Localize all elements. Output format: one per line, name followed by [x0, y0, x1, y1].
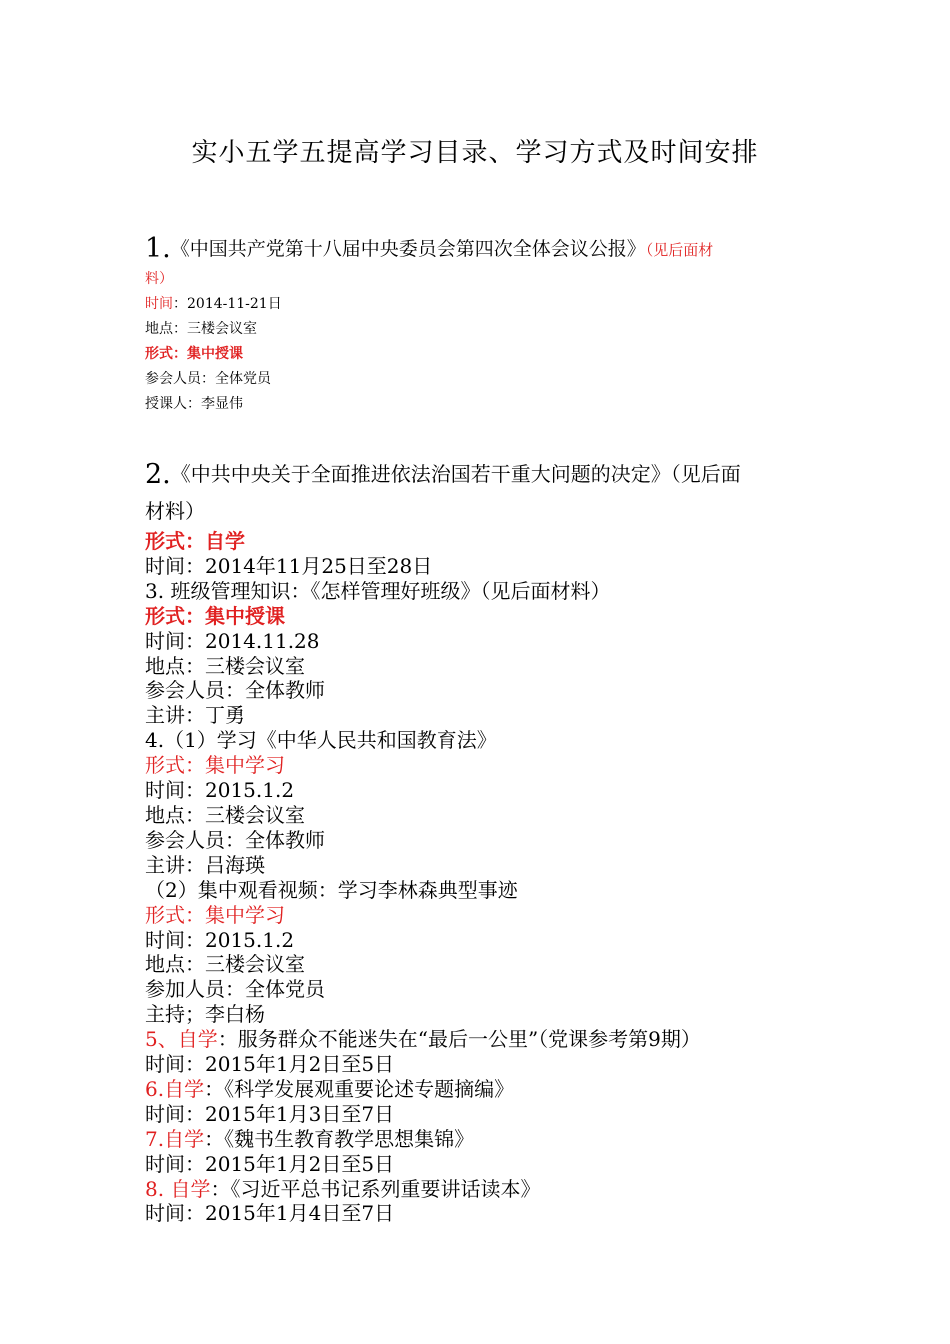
section-4-time: 时间：2015.1.2 [145, 778, 295, 803]
section-8-title: ：《习近平总书记系列重要讲话读本》 [210, 1176, 541, 1201]
section-7-title: ：《魏书生教育教学思想集锦》 [204, 1126, 475, 1151]
section-2-heading-cont: 材料） [145, 499, 205, 523]
section-3-time: 时间：2014.11.28 [145, 628, 320, 653]
page-title: 实小五学五提高学习目录、学习方式及时间安排 [191, 138, 759, 168]
section-1-title: 《中国共产党第十八届中央委员会第四次全体会议公报》 [170, 238, 646, 260]
section-4-form: 形式：集中学习 [145, 753, 285, 778]
section-3-form: 形式：集中授课 [145, 603, 285, 628]
section-2-title: 《中共中央关于全面推进依法治国若干重大问题的决定》（见后面 [170, 462, 741, 486]
section-1-lecturer: 授课人：李显伟 [145, 396, 243, 412]
section-6-heading [145, 1077, 810, 1102]
section-7-label: 自学 [164, 1126, 205, 1151]
section-3-place: 地点：三楼会议室 [145, 653, 305, 678]
section-8-time: 时间：2015年1月4日至7日 [145, 1201, 395, 1226]
section-1-note-cont: 料） [145, 271, 173, 287]
section-6-number: 6. [145, 1076, 165, 1101]
section-5-title: ：服务群众不能迷失在“最后一公里”（党课参考第9期） [217, 1027, 701, 1052]
section-5-time: 时间：2015年1月2日至5日 [145, 1052, 395, 1077]
section-4-place: 地点：三楼会议室 [145, 802, 305, 827]
section-4-sub2-attendees: 参加人员：全体党员 [145, 977, 325, 1002]
section-7-number: 7. [145, 1126, 165, 1151]
section-4-sub2-host: 主持；李白杨 [145, 1002, 265, 1027]
section-1-note: （见后面材 [645, 241, 714, 259]
section-2-heading [145, 456, 810, 493]
section-6-label: 自学 [164, 1076, 205, 1101]
section-7-time: 时间：2015年1月2日至5日 [145, 1151, 395, 1176]
section-2-number: 2. [145, 459, 171, 490]
section-1-heading [145, 232, 810, 267]
section-1 [145, 232, 810, 417]
section-6-title: ：《科学发展观重要论述专题摘编》 [204, 1076, 515, 1101]
section-1-number: 1. [145, 233, 171, 264]
section-5-number: 5、 [145, 1027, 178, 1052]
section-1-time [145, 292, 810, 317]
section-4-sub2-time: 时间：2015.1.2 [145, 927, 295, 952]
section-8-heading [145, 1177, 810, 1202]
section-1-attendees: 参会人员：全体党员 [145, 371, 271, 387]
section-3-heading: 3. 班级管理知识：《怎样管理好班级》（见后面材料） [145, 578, 611, 603]
section-4-attendees: 参会人员：全体教师 [145, 827, 325, 852]
section-4-sub2-form: 形式：集中学习 [145, 902, 285, 927]
section-8-label: 自学 [170, 1176, 211, 1201]
section-8-number: 8. [145, 1176, 171, 1201]
section-3-speaker: 主讲：丁勇 [145, 703, 245, 728]
section-2-time: 时间：2014年11月25日至28日 [145, 553, 433, 578]
section-3-attendees: 参会人员：全体教师 [145, 678, 325, 703]
section-4-sub2-place: 地点：三楼会议室 [145, 952, 305, 977]
section-4-sub2-heading: （2）集中观看视频：学习李林森典型事迹 [145, 877, 518, 902]
section-1-form: 形式：集中授课 [145, 346, 243, 362]
section-5-label: 自学 [177, 1027, 218, 1052]
sections-2-to-8 [145, 456, 810, 1226]
section-4-speaker: 主讲：吕海瑛 [145, 852, 265, 877]
section-1-place: 地点：三楼会议室 [145, 321, 257, 337]
section-4-heading: 4.（1）学习《中华人民共和国教育法》 [145, 728, 497, 753]
section-6-time: 时间：2015年1月3日至7日 [145, 1101, 395, 1126]
section-7-heading [145, 1127, 810, 1152]
section-2-form: 形式：自学 [145, 529, 245, 553]
section-1-time-value: ：2014-11-21日 [173, 296, 282, 312]
section-1-time-label: 时间 [145, 296, 173, 312]
section-5-heading [145, 1027, 810, 1052]
